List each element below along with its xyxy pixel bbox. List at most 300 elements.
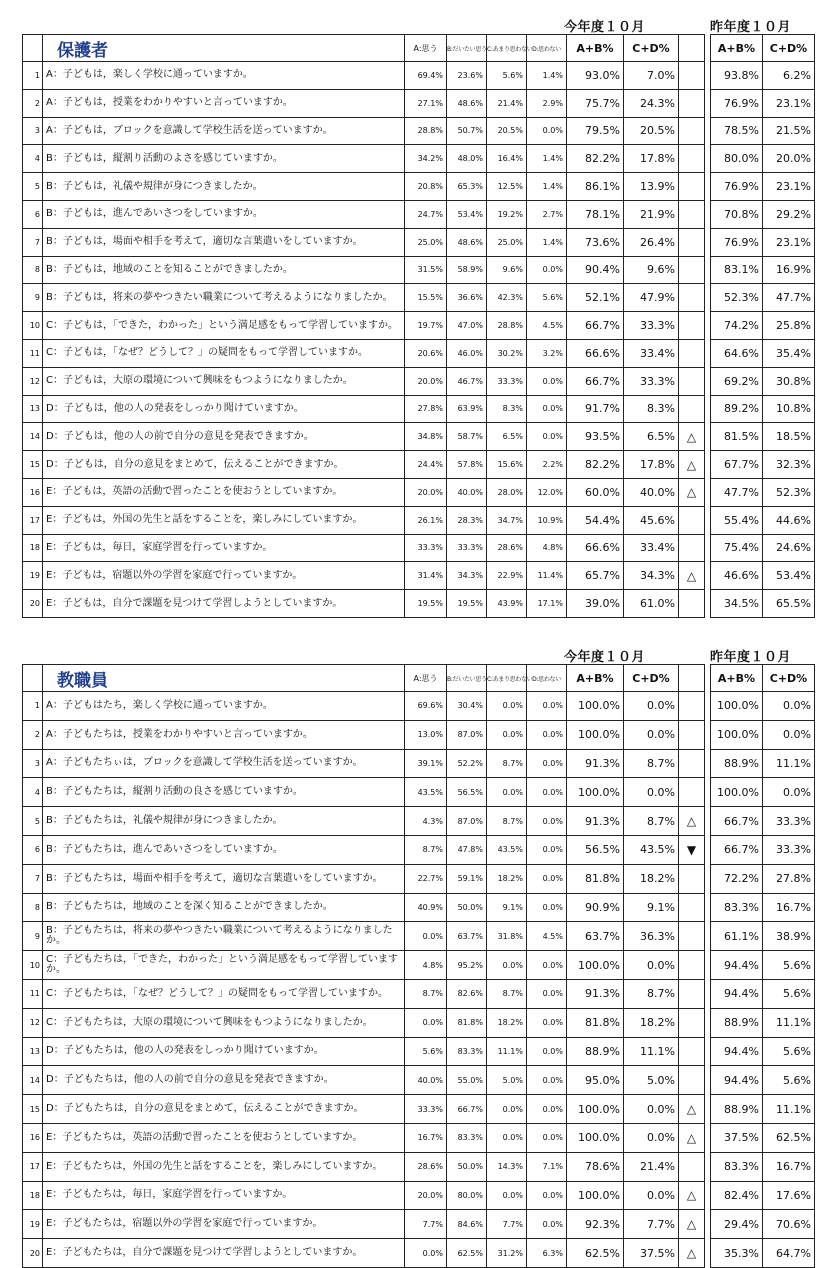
value-ab: 78.1% — [567, 200, 624, 228]
value-b: 62.5% — [447, 1239, 487, 1268]
value-ab: 90.9% — [567, 893, 624, 922]
value-ab: 100.0% — [567, 1095, 624, 1124]
value-a: 8.7% — [405, 979, 447, 1008]
value-a: 27.8% — [405, 395, 447, 423]
value-b: 50.7% — [447, 117, 487, 145]
row-number: 1 — [23, 692, 43, 721]
value-a: 13.0% — [405, 720, 447, 749]
prev-value-ab: 94.4% — [711, 951, 763, 980]
change-mark: △ — [679, 562, 705, 590]
value-d: 3.2% — [527, 339, 567, 367]
prev-value-ab: 67.7% — [711, 451, 763, 479]
row-number: 18 — [23, 534, 43, 562]
value-cd: 21.9% — [624, 200, 679, 228]
prev-value-cd: 47.7% — [763, 284, 815, 312]
value-b: 83.3% — [447, 1037, 487, 1066]
value-b: 82.6% — [447, 979, 487, 1008]
value-cd: 0.0% — [624, 720, 679, 749]
value-b: 46.7% — [447, 367, 487, 395]
value-ab: 82.2% — [567, 451, 624, 479]
value-c: 8.7% — [487, 979, 527, 1008]
value-ab: 52.1% — [567, 284, 624, 312]
value-cd: 8.7% — [624, 979, 679, 1008]
question-text: E：子どもは，宿題以外の学習を家庭で行っていますか。 — [43, 562, 405, 590]
value-d: 4.5% — [527, 922, 567, 951]
row-number: 15 — [23, 451, 43, 479]
value-cd: 26.4% — [624, 228, 679, 256]
question-text: D：子どもたちは，他の人の発表をしっかり聞けていますか。 — [43, 1037, 405, 1066]
change-mark — [679, 395, 705, 423]
value-a: 20.8% — [405, 173, 447, 201]
value-c: 15.6% — [487, 451, 527, 479]
value-ab: 66.6% — [567, 339, 624, 367]
value-b: 47.8% — [447, 835, 487, 864]
prev-value-cd: 0.0% — [763, 778, 815, 807]
table-row — [23, 117, 815, 145]
table-row — [23, 749, 815, 778]
prev-value-ab: 88.9% — [711, 1008, 763, 1037]
value-d: 0.0% — [527, 1181, 567, 1210]
row-number: 9 — [23, 284, 43, 312]
prev-value-cd: 27.8% — [763, 864, 815, 893]
row-number: 2 — [23, 89, 43, 117]
value-a: 20.0% — [405, 478, 447, 506]
value-a: 27.1% — [405, 89, 447, 117]
header-a: A:思う — [405, 665, 447, 692]
value-ab: 81.8% — [567, 864, 624, 893]
header-c: C:あまり思わない — [487, 35, 527, 62]
value-cd: 7.7% — [624, 1210, 679, 1239]
prev-value-ab: 35.3% — [711, 1239, 763, 1268]
change-mark — [679, 256, 705, 284]
header-cd: C+D% — [624, 35, 679, 62]
value-d: 0.0% — [527, 951, 567, 980]
value-ab: 78.6% — [567, 1152, 624, 1181]
row-number: 15 — [23, 1095, 43, 1124]
table-row — [23, 284, 815, 312]
value-b: 48.6% — [447, 228, 487, 256]
change-mark: ▼ — [679, 835, 705, 864]
table-row — [23, 395, 815, 423]
value-cd: 0.0% — [624, 951, 679, 980]
question-text: B：子どもは，場面や相手を考えて，適切な言葉遣いをしていますか。 — [43, 228, 405, 256]
value-ab: 100.0% — [567, 720, 624, 749]
previous-period-label: 昨年度１０月 — [710, 650, 792, 665]
prev-value-ab: 93.8% — [711, 62, 763, 90]
question-text: B：子どもは，縦割り活動のよさを感じていますか。 — [43, 145, 405, 173]
value-c: 21.4% — [487, 89, 527, 117]
value-b: 66.7% — [447, 1095, 487, 1124]
change-mark — [679, 893, 705, 922]
value-ab: 63.7% — [567, 922, 624, 951]
prev-value-cd: 23.1% — [763, 228, 815, 256]
value-ab: 82.2% — [567, 145, 624, 173]
header-b: B:だいたい思う — [447, 35, 487, 62]
value-a: 4.3% — [405, 807, 447, 836]
prev-value-ab: 47.7% — [711, 478, 763, 506]
question-text: C：子どもたちは，「なぜ？どうして？」の疑問をもって学習していますか。 — [43, 979, 405, 1008]
prev-value-cd: 23.1% — [763, 173, 815, 201]
value-c: 31.2% — [487, 1239, 527, 1268]
prev-value-cd: 11.1% — [763, 749, 815, 778]
value-cd: 61.0% — [624, 590, 679, 618]
change-mark: △ — [679, 1210, 705, 1239]
value-c: 20.5% — [487, 117, 527, 145]
row-number: 16 — [23, 1123, 43, 1152]
prev-value-cd: 5.6% — [763, 1066, 815, 1095]
header-d: D:思わない — [527, 35, 567, 62]
prev-value-ab: 66.7% — [711, 807, 763, 836]
prev-value-cd: 24.6% — [763, 534, 815, 562]
question-text: E：子どもは，外国の先生と話をすることを，楽しみにしていますか。 — [43, 506, 405, 534]
value-ab: 79.5% — [567, 117, 624, 145]
change-mark — [679, 312, 705, 340]
question-text: E：子どもは，毎日，家庭学習を行っていますか。 — [43, 534, 405, 562]
header-row — [23, 35, 815, 62]
value-b: 53.4% — [447, 200, 487, 228]
value-ab: 91.3% — [567, 807, 624, 836]
prev-value-ab: 37.5% — [711, 1123, 763, 1152]
value-c: 18.2% — [487, 1008, 527, 1037]
value-c: 0.0% — [487, 951, 527, 980]
prev-value-cd: 33.3% — [763, 835, 815, 864]
value-cd: 33.4% — [624, 339, 679, 367]
table-row — [23, 312, 815, 340]
change-mark — [679, 720, 705, 749]
value-b: 63.7% — [447, 922, 487, 951]
value-a: 0.0% — [405, 922, 447, 951]
value-a: 0.0% — [405, 1008, 447, 1037]
prev-value-cd: 5.6% — [763, 951, 815, 980]
prev-value-ab: 88.9% — [711, 749, 763, 778]
value-b: 46.0% — [447, 339, 487, 367]
value-ab: 91.3% — [567, 749, 624, 778]
value-cd: 17.8% — [624, 451, 679, 479]
value-cd: 0.0% — [624, 1181, 679, 1210]
value-c: 0.0% — [487, 720, 527, 749]
value-d: 0.0% — [527, 1123, 567, 1152]
question-text: D：子どもは，他の人の発表をしっかり聞けていますか。 — [43, 395, 405, 423]
row-number: 11 — [23, 339, 43, 367]
value-ab: 73.6% — [567, 228, 624, 256]
value-c: 8.7% — [487, 749, 527, 778]
prev-value-cd: 5.6% — [763, 1037, 815, 1066]
value-ab: 92.3% — [567, 1210, 624, 1239]
question-text: A：子どもたちは，授業をわかりやすいと言っていますか。 — [43, 720, 405, 749]
header-cd-prev: C+D% — [763, 665, 815, 692]
header-blank — [23, 35, 43, 62]
value-c: 9.1% — [487, 893, 527, 922]
value-c: 6.5% — [487, 423, 527, 451]
value-ab: 66.7% — [567, 312, 624, 340]
header-a: A:思う — [405, 35, 447, 62]
row-number: 20 — [23, 1239, 43, 1268]
value-b: 81.8% — [447, 1008, 487, 1037]
value-c: 8.3% — [487, 395, 527, 423]
row-number: 4 — [23, 145, 43, 173]
value-d: 0.0% — [527, 749, 567, 778]
value-d: 0.0% — [527, 395, 567, 423]
section-title: 教職員 — [43, 665, 405, 692]
change-mark — [679, 89, 705, 117]
table-row — [23, 1123, 815, 1152]
table-row — [23, 951, 815, 980]
value-b: 36.6% — [447, 284, 487, 312]
value-a: 69.4% — [405, 62, 447, 90]
table-row — [23, 534, 815, 562]
prev-value-ab: 83.3% — [711, 893, 763, 922]
row-number: 6 — [23, 200, 43, 228]
change-mark: △ — [679, 1181, 705, 1210]
change-mark — [679, 1152, 705, 1181]
value-c: 34.7% — [487, 506, 527, 534]
change-mark: △ — [679, 423, 705, 451]
table-row — [23, 590, 815, 618]
row-number: 16 — [23, 478, 43, 506]
value-a: 43.5% — [405, 778, 447, 807]
value-b: 47.0% — [447, 312, 487, 340]
value-cd: 9.6% — [624, 256, 679, 284]
prev-value-ab: 78.5% — [711, 117, 763, 145]
value-cd: 5.0% — [624, 1066, 679, 1095]
value-c: 31.8% — [487, 922, 527, 951]
value-b: 40.0% — [447, 478, 487, 506]
row-number: 6 — [23, 835, 43, 864]
value-b: 23.6% — [447, 62, 487, 90]
prev-value-ab: 76.9% — [711, 89, 763, 117]
question-text: E：子どもたちは，英語の活動で習ったことを使おうとしていますか。 — [43, 1123, 405, 1152]
value-a: 7.7% — [405, 1210, 447, 1239]
change-mark — [679, 979, 705, 1008]
value-a: 22.7% — [405, 864, 447, 893]
staff-survey-section — [22, 646, 814, 1268]
row-number: 10 — [23, 312, 43, 340]
table-row — [23, 922, 815, 951]
value-a: 20.6% — [405, 339, 447, 367]
value-d: 2.7% — [527, 200, 567, 228]
question-text: B：子どもたちは，礼儀や規律が身につきましたか。 — [43, 807, 405, 836]
value-d: 4.8% — [527, 534, 567, 562]
table-row — [23, 228, 815, 256]
period-header — [22, 646, 814, 664]
header-ab: A+B% — [567, 35, 624, 62]
row-number: 11 — [23, 979, 43, 1008]
table-row — [23, 506, 815, 534]
prev-value-cd: 70.6% — [763, 1210, 815, 1239]
value-ab: 100.0% — [567, 951, 624, 980]
value-c: 22.9% — [487, 562, 527, 590]
value-ab: 81.8% — [567, 1008, 624, 1037]
value-b: 95.2% — [447, 951, 487, 980]
value-d: 2.9% — [527, 89, 567, 117]
staff-results-table — [22, 664, 815, 1268]
prev-value-ab: 83.3% — [711, 1152, 763, 1181]
value-a: 31.4% — [405, 562, 447, 590]
prev-value-ab: 88.9% — [711, 1095, 763, 1124]
change-mark — [679, 749, 705, 778]
value-a: 25.0% — [405, 228, 447, 256]
prev-value-ab: 89.2% — [711, 395, 763, 423]
value-b: 87.0% — [447, 720, 487, 749]
row-number: 3 — [23, 117, 43, 145]
value-b: 52.2% — [447, 749, 487, 778]
table-row — [23, 256, 815, 284]
value-ab: 95.0% — [567, 1066, 624, 1095]
prev-value-ab: 82.4% — [711, 1181, 763, 1210]
value-d: 0.0% — [527, 692, 567, 721]
prev-value-cd: 0.0% — [763, 720, 815, 749]
value-cd: 0.0% — [624, 692, 679, 721]
change-mark: △ — [679, 807, 705, 836]
prev-value-ab: 100.0% — [711, 720, 763, 749]
change-mark — [679, 1037, 705, 1066]
value-ab: 65.7% — [567, 562, 624, 590]
value-a: 33.3% — [405, 534, 447, 562]
value-d: 0.0% — [527, 807, 567, 836]
row-number: 10 — [23, 951, 43, 980]
value-d: 0.0% — [527, 423, 567, 451]
header-ab: A+B% — [567, 665, 624, 692]
question-text: E：子どもは，自分で課題を見つけて学習しようとしていますか。 — [43, 590, 405, 618]
prev-value-cd: 29.2% — [763, 200, 815, 228]
table-row — [23, 562, 815, 590]
value-d: 11.4% — [527, 562, 567, 590]
question-text: A：子どもは，ブロックを意識して学校生活を送っていますか。 — [43, 117, 405, 145]
value-b: 58.7% — [447, 423, 487, 451]
prev-value-cd: 5.6% — [763, 979, 815, 1008]
prev-value-cd: 16.9% — [763, 256, 815, 284]
change-mark — [679, 228, 705, 256]
table-row — [23, 478, 815, 506]
question-text: C：子どもたちは，大原の環境について興味をもつようになりましたか。 — [43, 1008, 405, 1037]
prev-value-cd: 17.6% — [763, 1181, 815, 1210]
change-mark — [679, 778, 705, 807]
guardian-results-table — [22, 34, 815, 618]
header-cd-prev: C+D% — [763, 35, 815, 62]
value-d: 0.0% — [527, 256, 567, 284]
table-row — [23, 864, 815, 893]
prev-value-cd: 16.7% — [763, 893, 815, 922]
value-ab: 100.0% — [567, 1181, 624, 1210]
value-cd: 45.6% — [624, 506, 679, 534]
prev-value-cd: 25.8% — [763, 312, 815, 340]
change-mark — [679, 534, 705, 562]
change-mark — [679, 145, 705, 173]
change-mark — [679, 200, 705, 228]
question-text: B：子どもは，進んであいさつをしていますか。 — [43, 200, 405, 228]
question-text: B：子どもたちは，場面や相手を考えて，適切な言葉遣いをしていますか。 — [43, 864, 405, 893]
row-number: 20 — [23, 590, 43, 618]
value-d: 1.4% — [527, 145, 567, 173]
table-row — [23, 1037, 815, 1066]
value-cd: 21.4% — [624, 1152, 679, 1181]
current-period-label: 今年度１０月 — [564, 650, 646, 665]
change-mark — [679, 284, 705, 312]
value-d: 0.0% — [527, 1066, 567, 1095]
prev-value-cd: 16.7% — [763, 1152, 815, 1181]
value-d: 10.9% — [527, 506, 567, 534]
value-a: 34.2% — [405, 145, 447, 173]
change-mark — [679, 1008, 705, 1037]
value-b: 34.3% — [447, 562, 487, 590]
value-a: 31.5% — [405, 256, 447, 284]
question-text: B：子どもたちは，将来の夢やつきたい職業について考えるようになりましたか。 — [43, 922, 405, 951]
value-ab: 54.4% — [567, 506, 624, 534]
value-d: 0.0% — [527, 1037, 567, 1066]
row-number: 19 — [23, 562, 43, 590]
change-mark — [679, 173, 705, 201]
header-mark — [679, 665, 705, 692]
value-cd: 33.3% — [624, 367, 679, 395]
row-number: 5 — [23, 807, 43, 836]
value-d: 1.4% — [527, 173, 567, 201]
table-row — [23, 835, 815, 864]
row-number: 14 — [23, 1066, 43, 1095]
value-cd: 18.2% — [624, 864, 679, 893]
prev-value-cd: 44.6% — [763, 506, 815, 534]
value-b: 50.0% — [447, 893, 487, 922]
table-row — [23, 893, 815, 922]
question-text: D：子どもは，自分の意見をまとめて，伝えることができますか。 — [43, 451, 405, 479]
value-c: 42.3% — [487, 284, 527, 312]
prev-value-cd: 32.3% — [763, 451, 815, 479]
question-text: B：子どもたちは，縦割り活動の良さを感じていますか。 — [43, 778, 405, 807]
prev-value-ab: 29.4% — [711, 1210, 763, 1239]
value-b: 30.4% — [447, 692, 487, 721]
row-number: 19 — [23, 1210, 43, 1239]
value-d: 0.0% — [527, 864, 567, 893]
prev-value-cd: 65.5% — [763, 590, 815, 618]
value-cd: 0.0% — [624, 1095, 679, 1124]
value-c: 19.2% — [487, 200, 527, 228]
header-blank — [23, 665, 43, 692]
value-a: 28.6% — [405, 1152, 447, 1181]
prev-value-cd: 11.1% — [763, 1008, 815, 1037]
value-ab: 66.7% — [567, 367, 624, 395]
value-a: 24.7% — [405, 200, 447, 228]
value-c: 0.0% — [487, 692, 527, 721]
row-number: 17 — [23, 506, 43, 534]
prev-value-ab: 61.1% — [711, 922, 763, 951]
change-mark — [679, 506, 705, 534]
question-text: C：子どもは，「なぜ？どうして？」の疑問をもって学習していますか。 — [43, 339, 405, 367]
prev-value-ab: 76.9% — [711, 228, 763, 256]
value-d: 0.0% — [527, 778, 567, 807]
change-mark — [679, 590, 705, 618]
prev-value-cd: 30.8% — [763, 367, 815, 395]
prev-value-ab: 76.9% — [711, 173, 763, 201]
value-cd: 0.0% — [624, 778, 679, 807]
value-d: 0.0% — [527, 1095, 567, 1124]
header-cd: C+D% — [624, 665, 679, 692]
value-c: 28.0% — [487, 478, 527, 506]
value-b: 19.5% — [447, 590, 487, 618]
prev-value-ab: 46.6% — [711, 562, 763, 590]
value-d: 0.0% — [527, 117, 567, 145]
section-title: 保護者 — [43, 35, 405, 62]
prev-value-ab: 52.3% — [711, 284, 763, 312]
value-d: 2.2% — [527, 451, 567, 479]
value-a: 20.0% — [405, 1181, 447, 1210]
value-ab: 39.0% — [567, 590, 624, 618]
prev-value-cd: 64.7% — [763, 1239, 815, 1268]
value-b: 83.3% — [447, 1123, 487, 1152]
value-b: 33.3% — [447, 534, 487, 562]
question-text: C：子どもは，「できた，わかった」という満足感をもって学習していますか。 — [43, 312, 405, 340]
value-a: 4.8% — [405, 951, 447, 980]
value-d: 17.1% — [527, 590, 567, 618]
question-text: E：子どもたちは，自分で課題を見つけて学習しようとしていますか。 — [43, 1239, 405, 1268]
